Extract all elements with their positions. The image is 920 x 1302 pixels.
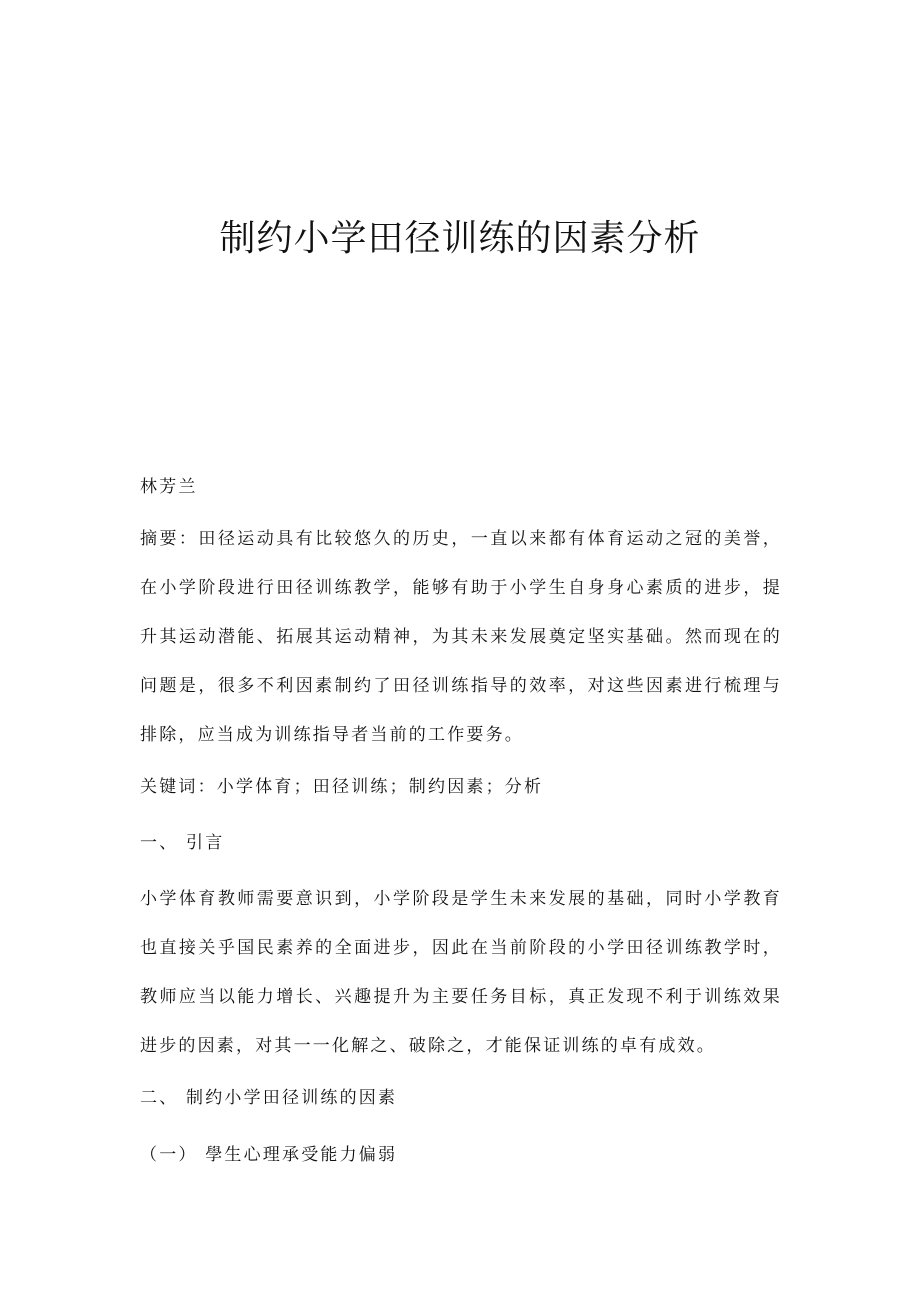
document-title: 制约小学田径训练的因素分析 — [219, 218, 701, 259]
abstract-paragraph: 摘要：田径运动具有比较悠久的历史，一直以来都有体育运动之冠的美誉，在小学阶段进行田径训练教学，能够有助于小学生自身身心素质的进步，提升其运动潜能、拓展其运动精神，为其未来发展奠定坚实基础。然而现在的问题是，很多不利因素制约了田径训练指导的效率，对这些因素进行梳理与排除，应当成为训练指导者当前的工作要务。 — [140, 529, 782, 745]
introduction-paragraph: 小学体育教师需要意识到，小学阶段是学生未来发展的基础，同时小学教育也直接关乎国民素养的全面进步，因此在当前阶段的小学田径训练教学时，教师应当以能力增长、兴趣提升为主要任务目标，真正发现不利于训练效果进步的因素，对其一一化解之、破除之，才能保证训练的卓有成效。 — [140, 889, 782, 1056]
subsection-heading-psychology: （一） 學生心理承受能力偏弱 — [140, 1145, 398, 1165]
keywords-line: 关键词：小学体育；田径训练；制约因素；分析 — [140, 777, 544, 797]
author-name: 林芳兰 — [140, 477, 198, 497]
section-heading-introduction: 一、 引言 — [140, 833, 225, 853]
section-heading-factors: 二、 制约小学田径训练的因素 — [140, 1088, 398, 1108]
